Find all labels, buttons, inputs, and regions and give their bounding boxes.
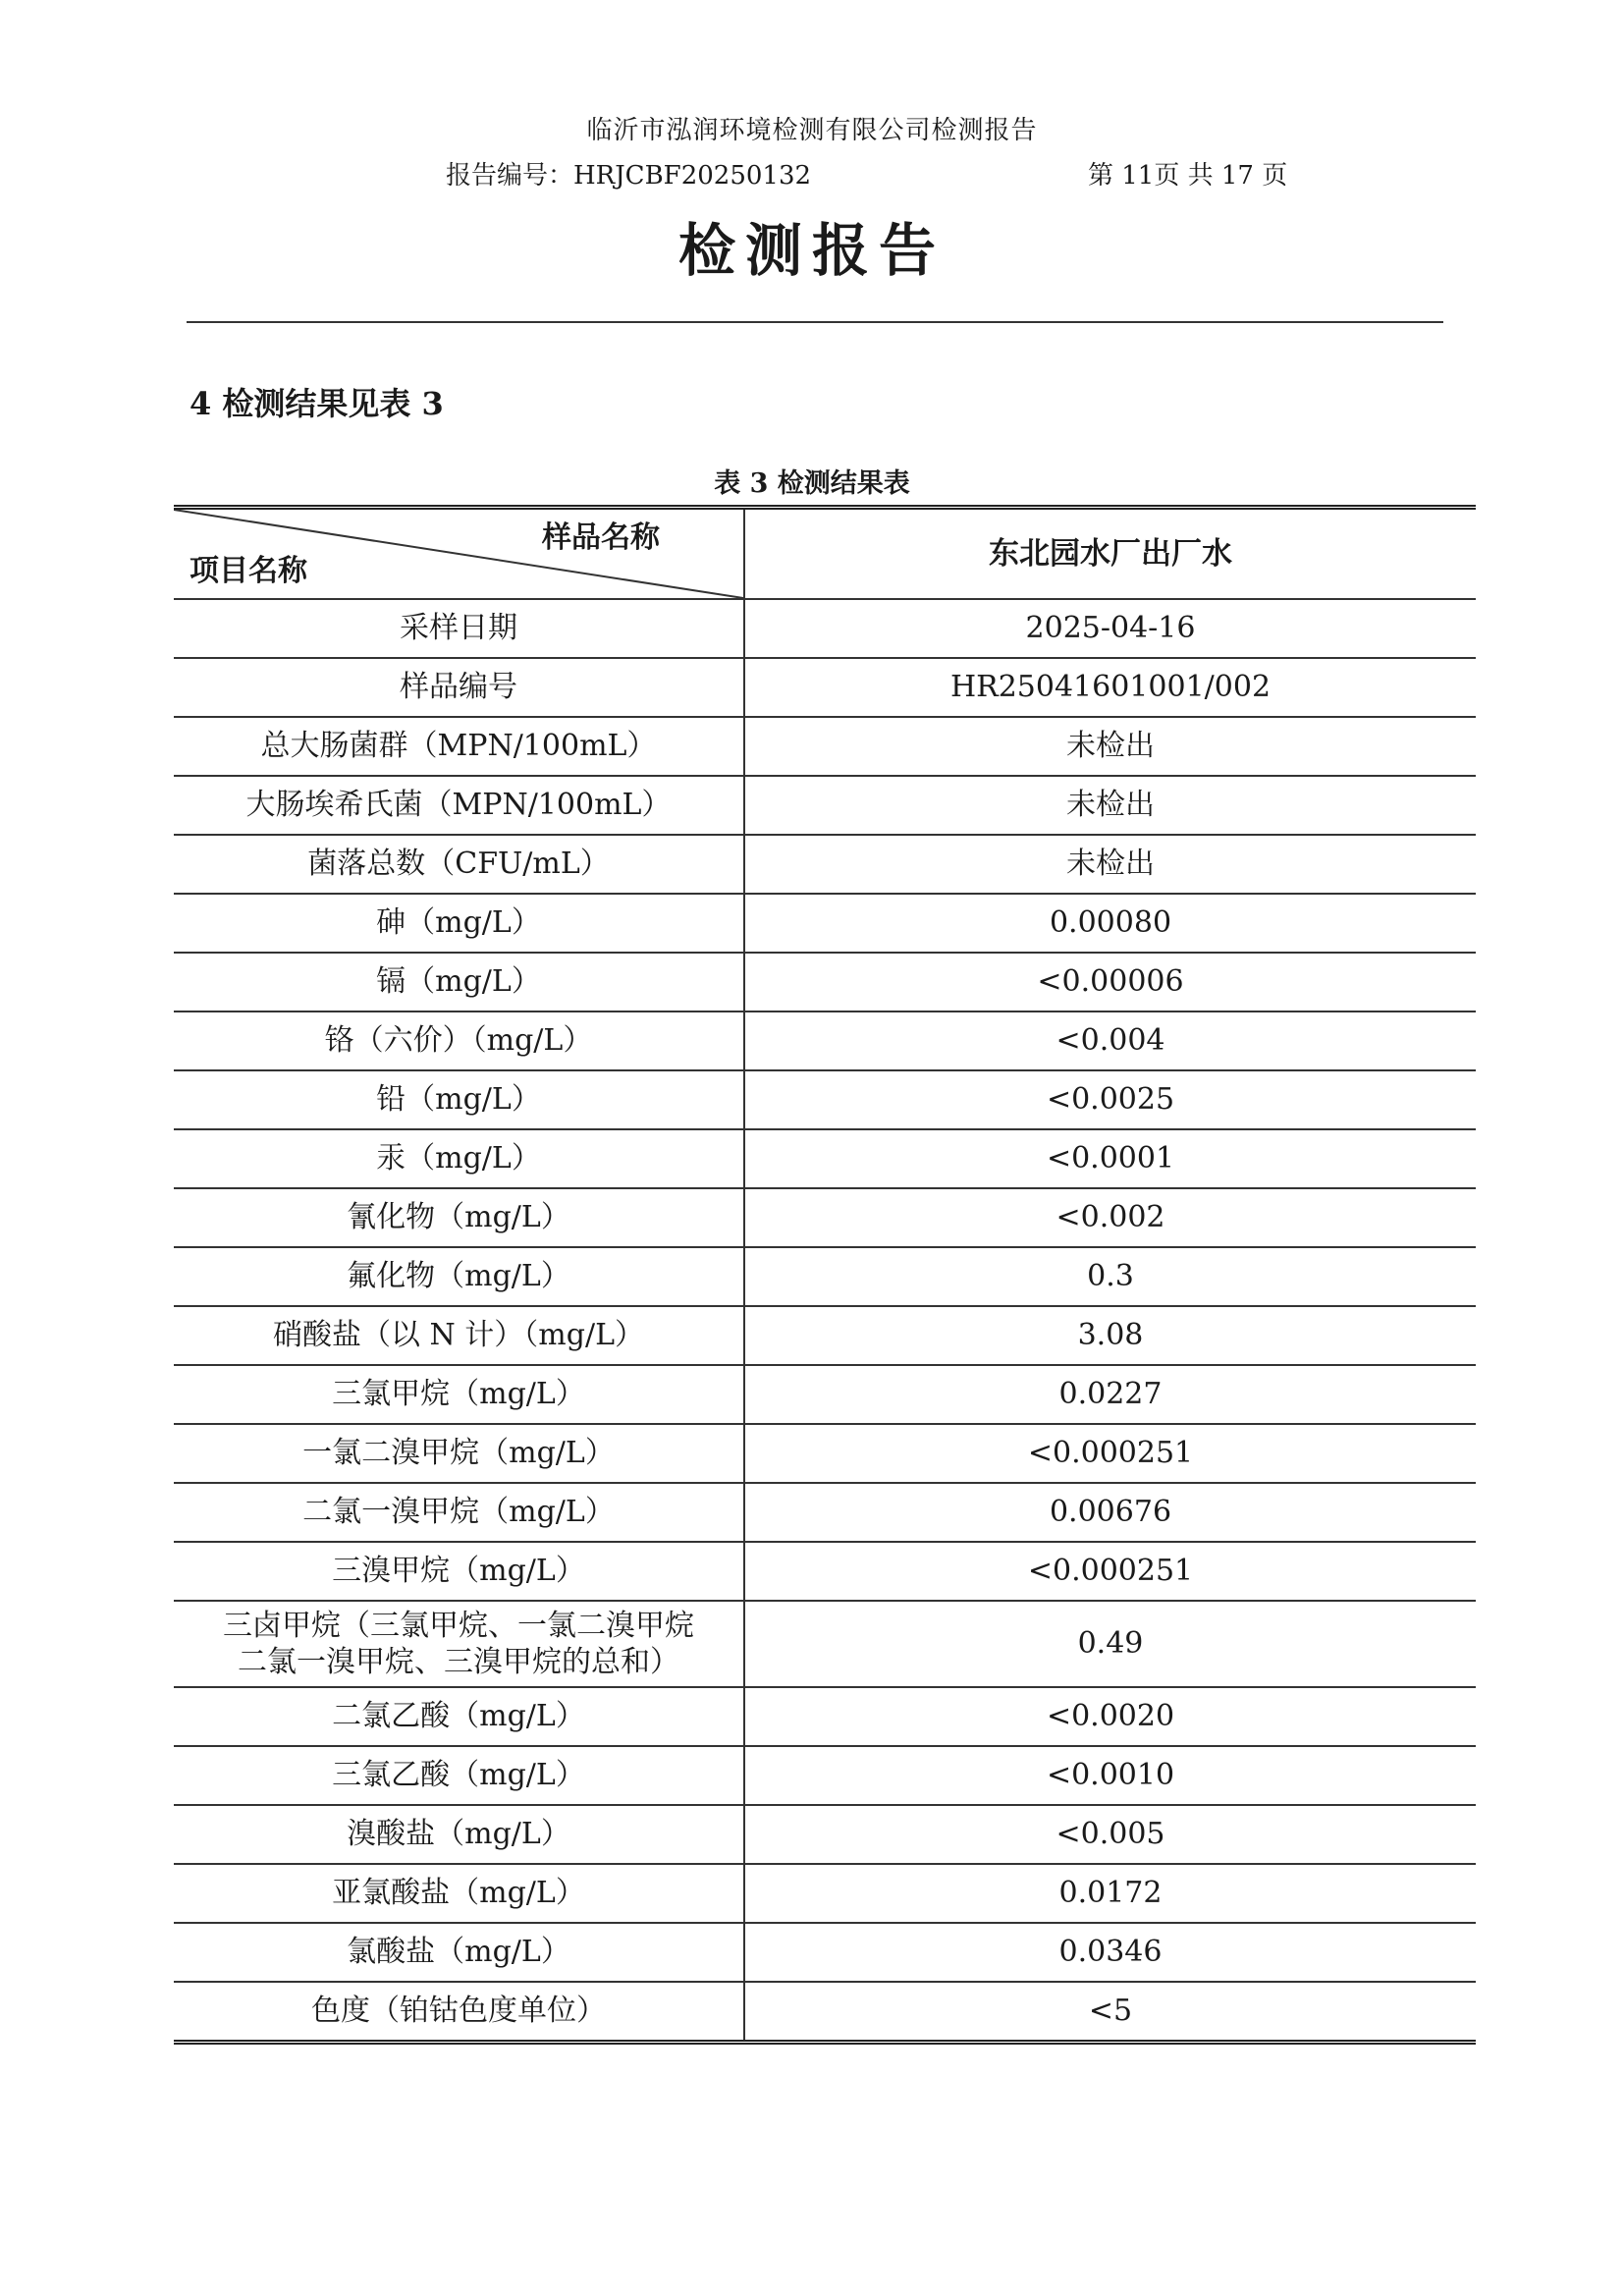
item-value: <0.0001 [744,1129,1476,1188]
section-heading: 4 检测结果见表 3 [189,385,444,422]
item-value: <0.0020 [744,1687,1476,1746]
table-row [174,1483,1476,1542]
item-name: 砷（mg/L） [174,894,744,953]
item-value: 未检出 [744,717,1476,776]
item-name: 铬（六价）（mg/L） [174,1011,744,1070]
company-report-header: 临沂市泓润环境检测有限公司检测报告 [586,116,1038,145]
item-name: 氟化物（mg/L） [174,1247,744,1306]
item-value: <0.002 [744,1188,1476,1247]
table-row [174,953,1476,1011]
table-row [174,1601,1476,1687]
item-value: <0.000251 [744,1424,1476,1483]
item-name [174,1601,744,1687]
item-name: 色度（铂钴色度单位） [174,1982,744,2040]
item-name: 二氯一溴甲烷（mg/L） [174,1483,744,1542]
diagonal-header-cell [174,510,744,599]
table-row [174,1129,1476,1188]
item-name: 样品编号 [174,658,744,717]
header-divider [187,321,1443,323]
item-value: <5 [1088,1994,1133,2029]
table-row [174,1805,1476,1864]
item-value: 0.00080 [744,894,1476,953]
table-row [174,1247,1476,1306]
item-name: 二氯乙酸（mg/L） [174,1687,744,1746]
table-row [174,894,1476,953]
item-name: 三溴甲烷（mg/L） [174,1542,744,1601]
item-name: 三氯乙酸（mg/L） [174,1746,744,1805]
table-header-row [174,510,1476,599]
item-value: <0.0010 [744,1746,1476,1805]
item-name: 镉（mg/L） [174,953,744,1011]
table-row [174,599,1476,658]
item-value: 0.0346 [744,1923,1476,1982]
item-name: 汞（mg/L） [174,1129,744,1188]
item-value: 0.0172 [744,1864,1476,1923]
report-number: 报告编号：HRJCBF20250132 [446,161,812,191]
item-value: 0.49 [744,1601,1476,1687]
item-name: 总大肠菌群（MPN/100mL） [174,717,744,776]
item-value: 2025-04-16 [744,599,1476,658]
table-row [174,1306,1476,1365]
table-row [174,1746,1476,1805]
item-name: 溴酸盐（mg/L） [174,1805,744,1864]
table-row [174,1188,1476,1247]
item-name: 氰化物（mg/L） [174,1188,744,1247]
item-value: 0.3 [744,1247,1476,1306]
item-name: 一氯二溴甲烷（mg/L） [174,1424,744,1483]
results-table [174,505,1476,2045]
item-name: 采样日期 [174,599,744,658]
table-caption: 表 3 检测结果表 [714,468,910,499]
item-name: 硝酸盐（以 N 计）（mg/L） [174,1306,744,1365]
table-row [174,835,1476,894]
item-value: 3.08 [744,1306,1476,1365]
table-row [174,717,1476,776]
item-value: 未检出 [744,835,1476,894]
table-row [174,1070,1476,1129]
table-row [174,1687,1476,1746]
document-title: 检测报告 [677,217,946,284]
item-name: 大肠埃希氏菌（MPN/100mL） [174,776,744,835]
item-name-line: 三卤甲烷（三氯甲烷、一氯二溴甲烷 [223,1608,694,1643]
sample-name-header: 东北园水厂出厂水 [744,510,1476,599]
item-value: 0.00676 [744,1483,1476,1542]
item-value: <0.005 [744,1805,1476,1864]
table-row [174,776,1476,835]
item-name: 亚氯酸盐（mg/L） [174,1864,744,1923]
header-sample-label: 样品名称 [542,520,660,555]
page-number: 第 11页 共 17 页 [1088,161,1288,191]
item-value: HR25041601001/002 [744,658,1476,717]
table-row [174,1011,1476,1070]
table-row [174,1864,1476,1923]
item-name: 铅（mg/L） [174,1070,744,1129]
table-row [174,1982,1476,2040]
table-row [174,1424,1476,1483]
item-value: 0.0227 [744,1365,1476,1424]
table-row [174,1542,1476,1601]
item-value: <0.00006 [744,953,1476,1011]
table-row [174,658,1476,717]
item-value: <0.004 [744,1011,1476,1070]
item-name-line: 二氯一溴甲烷、三溴甲烷的总和） [238,1645,679,1679]
table-row [174,1923,1476,1982]
header-item-label: 项目名称 [189,554,307,588]
item-value: <0.000251 [744,1542,1476,1601]
item-name: 三氯甲烷（mg/L） [174,1365,744,1424]
item-value: <0.0025 [744,1070,1476,1129]
table-row [174,1365,1476,1424]
item-name: 氯酸盐（mg/L） [174,1923,744,1982]
item-name: 菌落总数（CFU/mL） [174,835,744,894]
item-value: 未检出 [744,776,1476,835]
